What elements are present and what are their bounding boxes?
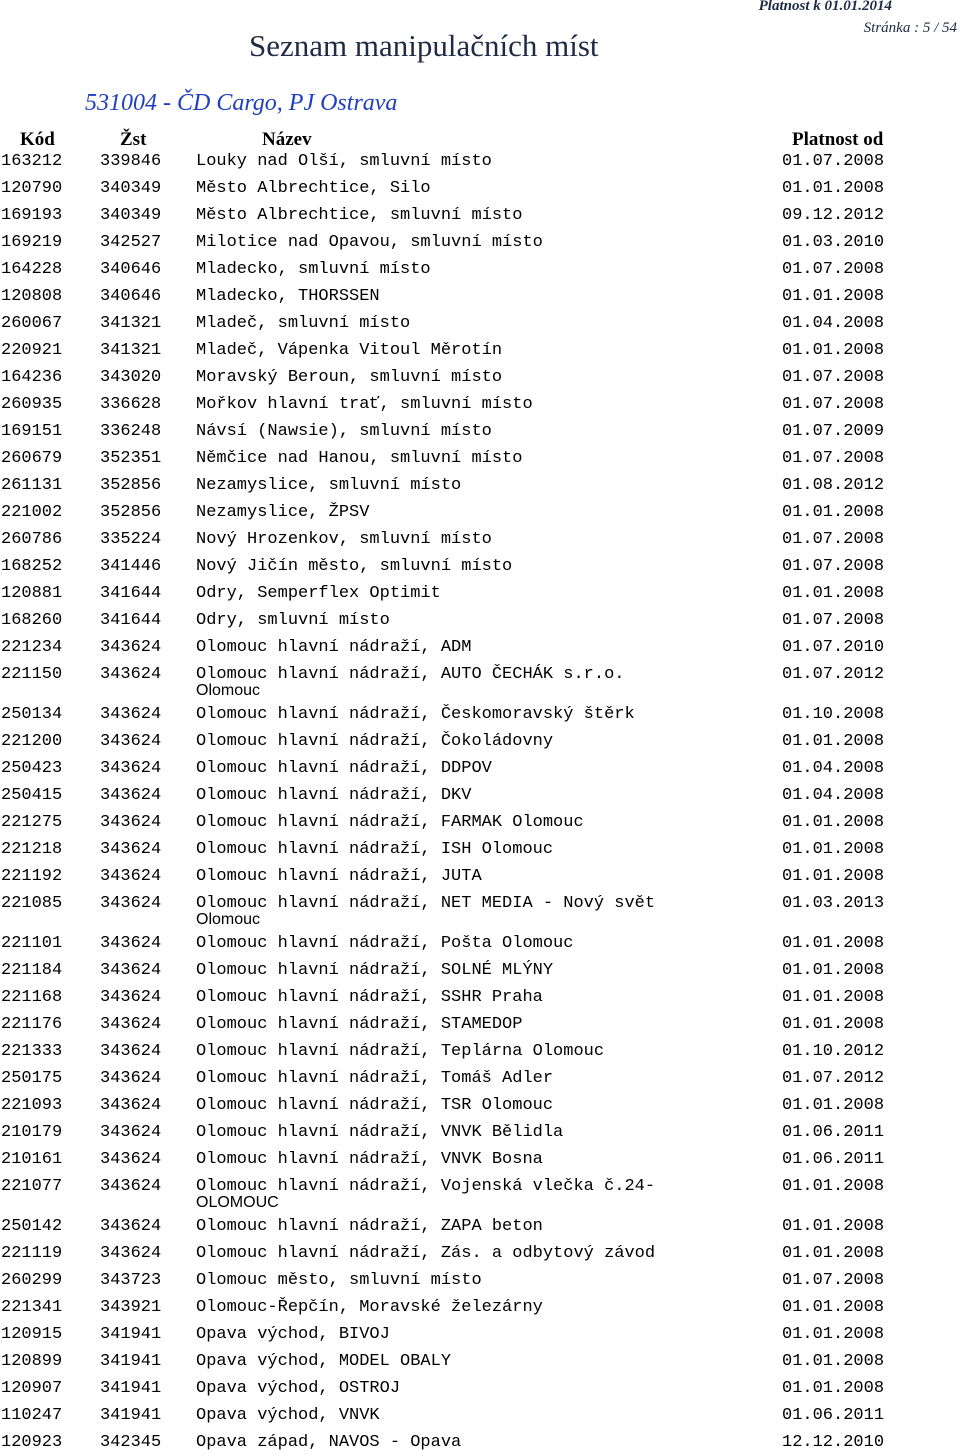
cell-zst: 341644 bbox=[100, 584, 162, 603]
cell-zst: 343624 bbox=[100, 934, 162, 953]
cell-zst: 342527 bbox=[100, 233, 162, 252]
cell-kod: 168260 bbox=[1, 611, 63, 630]
cell-kod: 169151 bbox=[1, 422, 63, 441]
cell-platnost: 01.07.2009 bbox=[782, 422, 885, 441]
table-row bbox=[0, 526, 960, 553]
cell-nazev: Němčice nad Hanou, smluvní místo bbox=[196, 449, 523, 468]
cell-platnost: 01.07.2008 bbox=[782, 530, 885, 549]
table-row bbox=[0, 418, 960, 445]
cell-zst: 342345 bbox=[100, 1433, 162, 1452]
page-subtitle: 531004 - ČD Cargo, PJ Ostrava bbox=[85, 90, 398, 116]
cell-zst: 352856 bbox=[100, 503, 162, 522]
table-row bbox=[0, 1038, 960, 1065]
cell-platnost: 01.01.2008 bbox=[782, 503, 885, 522]
cell-kod: 210161 bbox=[1, 1150, 63, 1169]
cell-nazev: Olomouc hlavní nádraží, FARMAK Olomouc bbox=[196, 813, 584, 832]
table-row bbox=[0, 445, 960, 472]
cell-zst: 343624 bbox=[100, 1123, 162, 1142]
table-row bbox=[0, 175, 960, 202]
cell-nazev: Olomouc hlavní nádraží, JUTA bbox=[196, 867, 482, 886]
cell-zst: 343624 bbox=[100, 1150, 162, 1169]
cell-nazev: Olomouc hlavní nádraží, Zás. a odbytový závod bbox=[196, 1244, 656, 1263]
cell-platnost: 01.01.2008 bbox=[782, 1352, 885, 1371]
cell-zst: 343921 bbox=[100, 1298, 162, 1317]
cell-kod: 169193 bbox=[1, 206, 63, 225]
cell-kod: 260299 bbox=[1, 1271, 63, 1290]
cell-platnost: 01.10.2008 bbox=[782, 705, 885, 724]
table-row bbox=[0, 364, 960, 391]
table-row bbox=[0, 553, 960, 580]
cell-zst: 340349 bbox=[100, 179, 162, 198]
cell-platnost: 01.01.2008 bbox=[782, 961, 885, 980]
cell-platnost: 01.01.2008 bbox=[782, 840, 885, 859]
cell-zst: 343624 bbox=[100, 840, 162, 859]
cell-platnost: 01.04.2008 bbox=[782, 314, 885, 333]
cell-nazev: Mladeč, Vápenka Vitoul Měrotín bbox=[196, 341, 503, 360]
cell-kod: 221085 bbox=[1, 894, 63, 913]
cell-nazev: Olomouc hlavní nádraží, Tomáš Adler bbox=[196, 1069, 554, 1088]
cell-kod: 221002 bbox=[1, 503, 63, 522]
cell-zst: 341644 bbox=[100, 611, 162, 630]
table-row bbox=[0, 728, 960, 755]
table-row bbox=[0, 1065, 960, 1092]
cell-platnost: 01.07.2012 bbox=[782, 1069, 885, 1088]
cell-nazev: Olomouc hlavní nádraží, ADM bbox=[196, 638, 472, 657]
cell-nazev: Moravský Beroun, smluvní místo bbox=[196, 368, 503, 387]
table-row bbox=[0, 256, 960, 283]
cell-nazev: Olomouc hlavní nádraží, Vojenská vlečka č.24- bbox=[196, 1177, 656, 1196]
cell-zst: 340646 bbox=[100, 287, 162, 306]
cell-zst: 335224 bbox=[100, 530, 162, 549]
cell-zst: 343624 bbox=[100, 732, 162, 751]
cell-zst: 336248 bbox=[100, 422, 162, 441]
cell-zst: 343624 bbox=[100, 988, 162, 1007]
table-row bbox=[0, 782, 960, 809]
cell-zst: 343624 bbox=[100, 1244, 162, 1263]
cell-kod: 250423 bbox=[1, 759, 63, 778]
cell-nazev: Opava východ, BIVOJ bbox=[196, 1325, 390, 1344]
cell-platnost: 01.06.2011 bbox=[782, 1123, 885, 1142]
cell-kod: 221341 bbox=[1, 1298, 63, 1317]
table-row bbox=[0, 607, 960, 634]
cell-nazev: Olomouc hlavní nádraží, ISH Olomouc bbox=[196, 840, 554, 859]
cell-zst: 343624 bbox=[100, 894, 162, 913]
cell-kod: 221093 bbox=[1, 1096, 63, 1115]
cell-kod: 120923 bbox=[1, 1433, 63, 1452]
manipulation-places-table bbox=[0, 148, 960, 1456]
cell-nazev: Opava východ, MODEL OBALY bbox=[196, 1352, 452, 1371]
cell-nazev: Město Albrechtice, Silo bbox=[196, 179, 431, 198]
cell-platnost: 01.01.2008 bbox=[782, 934, 885, 953]
cell-nazev: Olomouc hlavní nádraží, Teplárna Olomouc bbox=[196, 1042, 605, 1061]
cell-nazev: Mladecko, smluvní místo bbox=[196, 260, 431, 279]
cell-nazev: Nový Jičín město, smluvní místo bbox=[196, 557, 513, 576]
cell-nazev-continuation: Olomouc bbox=[196, 682, 261, 699]
cell-zst: 343624 bbox=[100, 1069, 162, 1088]
table-row bbox=[0, 1321, 960, 1348]
cell-zst: 341941 bbox=[100, 1406, 162, 1425]
cell-platnost: 01.01.2008 bbox=[782, 1379, 885, 1398]
cell-platnost: 01.03.2013 bbox=[782, 894, 885, 913]
cell-kod: 221077 bbox=[1, 1177, 63, 1196]
table-row bbox=[0, 1267, 960, 1294]
cell-zst: 343624 bbox=[100, 867, 162, 886]
cell-platnost: 01.07.2008 bbox=[782, 260, 885, 279]
cell-platnost: 01.01.2008 bbox=[782, 1015, 885, 1034]
cell-platnost: 01.03.2010 bbox=[782, 233, 885, 252]
cell-platnost: 01.01.2008 bbox=[782, 1096, 885, 1115]
cell-kod: 221275 bbox=[1, 813, 63, 832]
table-row bbox=[0, 836, 960, 863]
cell-nazev: Olomouc hlavní nádraží, Pošta Olomouc bbox=[196, 934, 574, 953]
cell-nazev: Olomouc hlavní nádraží, DDPOV bbox=[196, 759, 492, 778]
cell-zst: 336628 bbox=[100, 395, 162, 414]
cell-nazev: Nový Hrozenkov, smluvní místo bbox=[196, 530, 492, 549]
cell-kod: 250134 bbox=[1, 705, 63, 724]
cell-platnost: 01.01.2008 bbox=[782, 813, 885, 832]
table-row bbox=[0, 1348, 960, 1375]
cell-kod: 120790 bbox=[1, 179, 63, 198]
cell-platnost: 01.07.2008 bbox=[782, 1271, 885, 1290]
cell-platnost: 01.06.2011 bbox=[782, 1150, 885, 1169]
cell-nazev: Olomouc hlavní nádraží, AUTO ČECHÁK s.r.o. bbox=[196, 665, 625, 684]
cell-platnost: 01.07.2008 bbox=[782, 557, 885, 576]
cell-nazev: Olomouc hlavní nádraží, SSHR Praha bbox=[196, 988, 543, 1007]
table-row bbox=[0, 984, 960, 1011]
cell-nazev: Návsí (Nawsie), smluvní místo bbox=[196, 422, 492, 441]
table-row bbox=[0, 930, 960, 957]
cell-zst: 343020 bbox=[100, 368, 162, 387]
cell-zst: 343624 bbox=[100, 665, 162, 684]
cell-kod: 221200 bbox=[1, 732, 63, 751]
cell-platnost: 01.01.2008 bbox=[782, 732, 885, 751]
table-row bbox=[0, 202, 960, 229]
table-row bbox=[0, 391, 960, 418]
cell-kod: 221234 bbox=[1, 638, 63, 657]
cell-platnost: 01.01.2008 bbox=[782, 867, 885, 886]
cell-nazev: Milotice nad Opavou, smluvní místo bbox=[196, 233, 543, 252]
cell-platnost: 01.01.2008 bbox=[782, 1298, 885, 1317]
page-title: Seznam manipulačních míst bbox=[249, 28, 599, 63]
table-row bbox=[0, 229, 960, 256]
table-row bbox=[0, 755, 960, 782]
cell-kod: 221101 bbox=[1, 934, 63, 953]
cell-platnost: 01.01.2008 bbox=[782, 1217, 885, 1236]
table-row bbox=[0, 809, 960, 836]
cell-nazev: Louky nad Olší, smluvní místo bbox=[196, 152, 492, 171]
cell-nazev: Mladeč, smluvní místo bbox=[196, 314, 411, 333]
cell-zst: 343624 bbox=[100, 638, 162, 657]
validity-date: Platnost k 01.01.2014 bbox=[758, 0, 892, 14]
cell-kod: 221150 bbox=[1, 665, 63, 684]
cell-platnost: 01.01.2008 bbox=[782, 1244, 885, 1263]
cell-zst: 341941 bbox=[100, 1379, 162, 1398]
table-row bbox=[0, 1402, 960, 1429]
cell-zst: 343624 bbox=[100, 1177, 162, 1196]
cell-kod: 221218 bbox=[1, 840, 63, 859]
table-row bbox=[0, 661, 960, 701]
cell-zst: 343624 bbox=[100, 1015, 162, 1034]
cell-kod: 168252 bbox=[1, 557, 63, 576]
cell-nazev: Odry, Semperflex Optimit bbox=[196, 584, 441, 603]
cell-kod: 260786 bbox=[1, 530, 63, 549]
cell-kod: 221168 bbox=[1, 988, 63, 1007]
cell-nazev: Olomouc hlavní nádraží, ZAPA beton bbox=[196, 1217, 543, 1236]
cell-zst: 352856 bbox=[100, 476, 162, 495]
cell-kod: 221192 bbox=[1, 867, 63, 886]
cell-kod: 169219 bbox=[1, 233, 63, 252]
cell-zst: 343624 bbox=[100, 813, 162, 832]
table-row bbox=[0, 1375, 960, 1402]
cell-zst: 341941 bbox=[100, 1325, 162, 1344]
table-row bbox=[0, 1294, 960, 1321]
cell-kod: 164228 bbox=[1, 260, 63, 279]
table-row bbox=[0, 148, 960, 175]
cell-zst: 352351 bbox=[100, 449, 162, 468]
cell-kod: 260679 bbox=[1, 449, 63, 468]
table-row bbox=[0, 1011, 960, 1038]
cell-zst: 340646 bbox=[100, 260, 162, 279]
table-row bbox=[0, 283, 960, 310]
cell-zst: 341321 bbox=[100, 314, 162, 333]
column-header-zst: Žst bbox=[120, 129, 147, 150]
cell-kod: 221184 bbox=[1, 961, 63, 980]
cell-kod: 260935 bbox=[1, 395, 63, 414]
cell-kod: 120881 bbox=[1, 584, 63, 603]
cell-kod: 250142 bbox=[1, 1217, 63, 1236]
cell-nazev: Olomouc hlavní nádraží, Čokoládovny bbox=[196, 732, 554, 751]
cell-zst: 340349 bbox=[100, 206, 162, 225]
cell-kod: 260067 bbox=[1, 314, 63, 333]
cell-kod: 220921 bbox=[1, 341, 63, 360]
table-row bbox=[0, 472, 960, 499]
table-row bbox=[0, 337, 960, 364]
cell-platnost: 09.12.2012 bbox=[782, 206, 885, 225]
cell-nazev-continuation: OLOMOUC bbox=[196, 1194, 279, 1211]
table-row bbox=[0, 890, 960, 930]
table-row bbox=[0, 701, 960, 728]
cell-platnost: 01.01.2008 bbox=[782, 988, 885, 1007]
cell-platnost: 01.07.2012 bbox=[782, 665, 885, 684]
cell-platnost: 01.01.2008 bbox=[782, 584, 885, 603]
cell-zst: 343624 bbox=[100, 759, 162, 778]
cell-platnost: 01.01.2008 bbox=[782, 341, 885, 360]
cell-nazev: Nezamyslice, smluvní místo bbox=[196, 476, 462, 495]
cell-kod: 110247 bbox=[1, 1406, 63, 1425]
cell-zst: 343624 bbox=[100, 1096, 162, 1115]
cell-zst: 339846 bbox=[100, 152, 162, 171]
cell-nazev: Nezamyslice, ŽPSV bbox=[196, 503, 370, 522]
cell-kod: 120899 bbox=[1, 1352, 63, 1371]
cell-kod: 163212 bbox=[1, 152, 63, 171]
cell-zst: 343624 bbox=[100, 961, 162, 980]
cell-platnost: 01.01.2008 bbox=[782, 1177, 885, 1196]
cell-nazev: Olomouc hlavní nádraží, NET MEDIA - Nový svět bbox=[196, 894, 656, 913]
table-row bbox=[0, 863, 960, 890]
column-header-kod: Kód bbox=[20, 129, 55, 150]
cell-zst: 343624 bbox=[100, 1217, 162, 1236]
cell-platnost: 01.07.2010 bbox=[782, 638, 885, 657]
table-row bbox=[0, 634, 960, 661]
cell-zst: 341446 bbox=[100, 557, 162, 576]
column-header-nazev: Název bbox=[262, 129, 312, 150]
cell-nazev-continuation: Olomouc bbox=[196, 911, 261, 928]
cell-nazev: Olomouc hlavní nádraží, TSR Olomouc bbox=[196, 1096, 554, 1115]
table-row bbox=[0, 1119, 960, 1146]
cell-platnost: 12.12.2010 bbox=[782, 1433, 885, 1452]
cell-platnost: 01.07.2008 bbox=[782, 611, 885, 630]
cell-nazev: Olomouc hlavní nádraží, DKV bbox=[196, 786, 472, 805]
cell-nazev: Opava východ, OSTROJ bbox=[196, 1379, 401, 1398]
cell-nazev: Opava západ, NAVOS - Opava bbox=[196, 1433, 462, 1452]
cell-kod: 221176 bbox=[1, 1015, 63, 1034]
cell-kod: 250175 bbox=[1, 1069, 63, 1088]
table-row bbox=[0, 1173, 960, 1213]
cell-platnost: 01.07.2008 bbox=[782, 368, 885, 387]
cell-kod: 261131 bbox=[1, 476, 63, 495]
cell-zst: 343723 bbox=[100, 1271, 162, 1290]
cell-nazev: Mladecko, THORSSEN bbox=[196, 287, 380, 306]
cell-zst: 341321 bbox=[100, 341, 162, 360]
cell-nazev: Olomouc hlavní nádraží, SOLNÉ MLÝNY bbox=[196, 961, 554, 980]
cell-platnost: 01.10.2012 bbox=[782, 1042, 885, 1061]
cell-kod: 120915 bbox=[1, 1325, 63, 1344]
cell-nazev: Mořkov hlavní trať, smluvní místo bbox=[196, 395, 533, 414]
cell-platnost: 01.07.2008 bbox=[782, 395, 885, 414]
table-row bbox=[0, 580, 960, 607]
cell-zst: 343624 bbox=[100, 705, 162, 724]
cell-nazev: Opava východ, VNVK bbox=[196, 1406, 380, 1425]
cell-kod: 210179 bbox=[1, 1123, 63, 1142]
table-row bbox=[0, 310, 960, 337]
cell-kod: 221333 bbox=[1, 1042, 63, 1061]
cell-platnost: 01.04.2008 bbox=[782, 759, 885, 778]
cell-nazev: Odry, smluvní místo bbox=[196, 611, 390, 630]
column-header-platnost: Platnost od bbox=[792, 129, 884, 150]
cell-nazev: Město Albrechtice, smluvní místo bbox=[196, 206, 523, 225]
cell-zst: 343624 bbox=[100, 786, 162, 805]
table-row bbox=[0, 1240, 960, 1267]
cell-platnost: 01.01.2008 bbox=[782, 179, 885, 198]
table-row bbox=[0, 957, 960, 984]
cell-nazev: Olomouc-Řepčín, Moravské železárny bbox=[196, 1298, 543, 1317]
cell-nazev: Olomouc hlavní nádraží, VNVK Bosna bbox=[196, 1150, 543, 1169]
cell-zst: 341941 bbox=[100, 1352, 162, 1371]
page-number: Stránka : 5 / 54 bbox=[863, 20, 957, 36]
cell-kod: 120808 bbox=[1, 287, 63, 306]
cell-platnost: 01.07.2008 bbox=[782, 449, 885, 468]
cell-platnost: 01.01.2008 bbox=[782, 1325, 885, 1344]
cell-zst: 343624 bbox=[100, 1042, 162, 1061]
cell-kod: 120907 bbox=[1, 1379, 63, 1398]
cell-nazev: Olomouc hlavní nádraží, Českomoravský štěrk bbox=[196, 705, 635, 724]
cell-nazev: Olomouc hlavní nádraží, STAMEDOP bbox=[196, 1015, 523, 1034]
table-row bbox=[0, 499, 960, 526]
cell-platnost: 01.01.2008 bbox=[782, 287, 885, 306]
cell-kod: 221119 bbox=[1, 1244, 63, 1263]
table-row bbox=[0, 1092, 960, 1119]
cell-kod: 250415 bbox=[1, 786, 63, 805]
cell-nazev: Olomouc hlavní nádraží, VNVK Bělidla bbox=[196, 1123, 564, 1142]
table-row bbox=[0, 1213, 960, 1240]
cell-platnost: 01.07.2008 bbox=[782, 152, 885, 171]
table-row bbox=[0, 1146, 960, 1173]
cell-nazev: Olomouc město, smluvní místo bbox=[196, 1271, 482, 1290]
cell-platnost: 01.04.2008 bbox=[782, 786, 885, 805]
cell-platnost: 01.08.2012 bbox=[782, 476, 885, 495]
cell-platnost: 01.06.2011 bbox=[782, 1406, 885, 1425]
table-row bbox=[0, 1429, 960, 1456]
cell-kod: 164236 bbox=[1, 368, 63, 387]
